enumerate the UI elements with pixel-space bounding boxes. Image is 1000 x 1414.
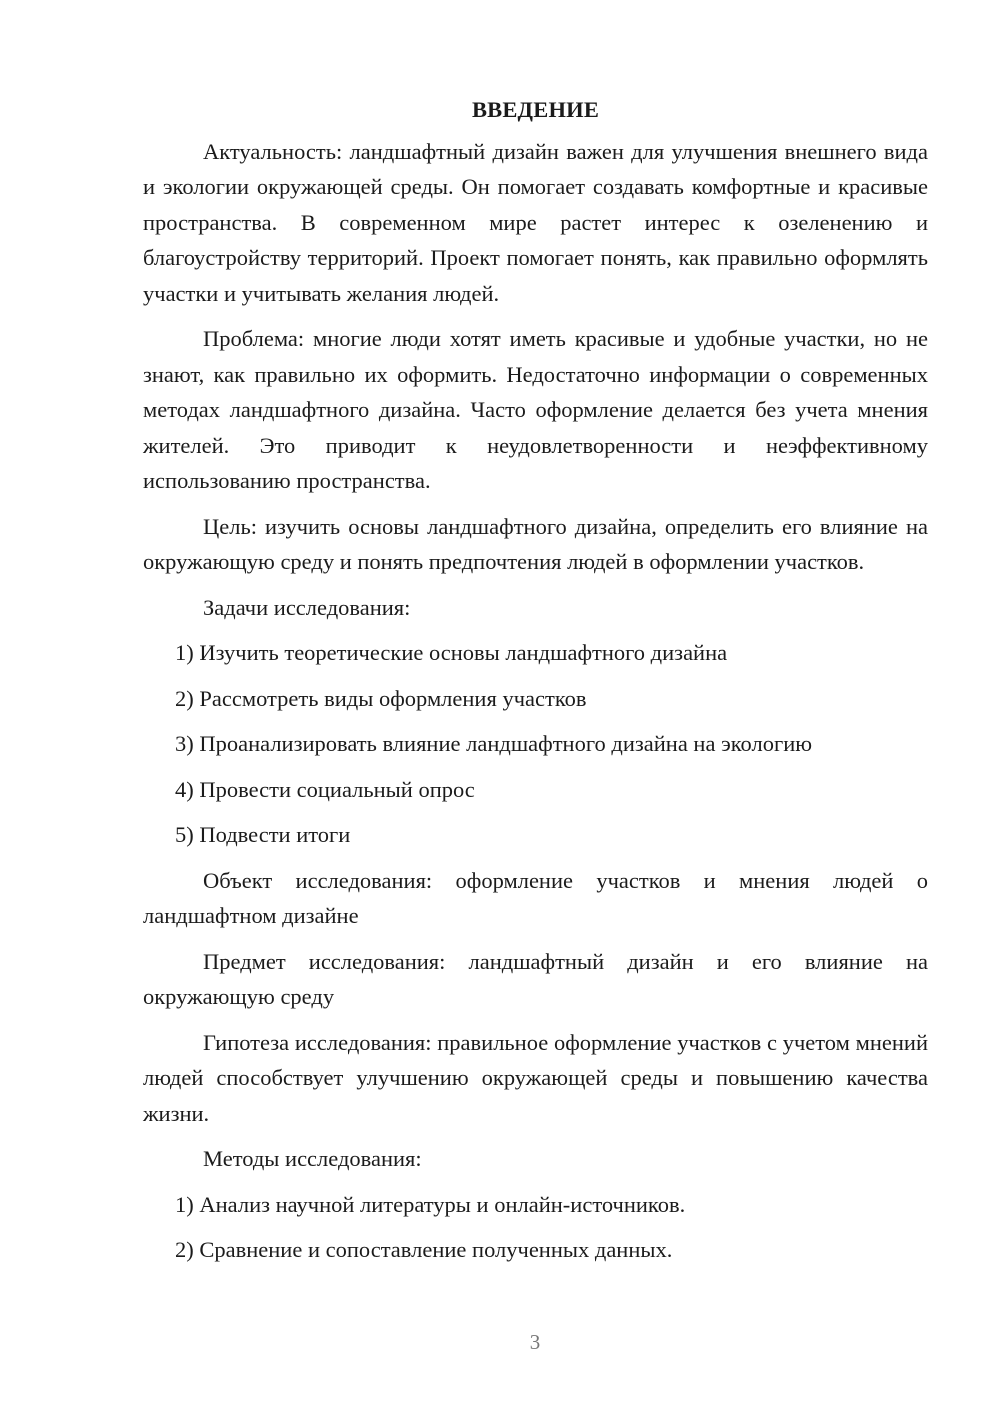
methods-heading: Методы исследования: xyxy=(203,1146,422,1171)
list-item: 2) Сравнение и сопоставление полученных данных. xyxy=(175,1237,673,1262)
page-number: 3 xyxy=(529,1330,541,1354)
subject-paragraph: Предмет исследования: ландшафтный дизайн и его влияние на окружающую среду xyxy=(143,948,928,1009)
page-content xyxy=(143,92,928,1278)
relevance-paragraph: Актуальность: ландшафтный дизайн важен для улучшения внешнего вида и экологии окружающей среды. Он помогает создавать комфортные и красивые пространства. В современном мире растет интерес к озеленению и благоустройству территорий. Проект помогает понять, как правильно оформлять участки и учитывать желания людей. xyxy=(143,138,928,306)
tasks-heading: Задачи исследования: xyxy=(203,594,411,620)
hypothesis-paragraph: Гипотеза исследования: правильное оформление участков с учетом мнений людей способствует улучшению окружающей среды и повышению качества жизни. xyxy=(143,1029,928,1126)
section-heading: ВВЕДЕНИЕ xyxy=(471,97,600,122)
list-item: 5) Подвести итоги xyxy=(175,822,351,847)
list-item: 3) Проанализировать влияние ландшафтного дизайна на экологию xyxy=(175,731,813,756)
list-item: 1) Анализ научной литературы и онлайн-источников. xyxy=(175,1191,686,1217)
list-item: 4) Провести социальный опрос xyxy=(175,776,475,802)
list-item: 2) Рассмотреть виды оформления участков xyxy=(175,685,587,711)
list-item: 1) Изучить теоретические основы ландшафтного дизайна xyxy=(175,640,728,665)
goal-paragraph: Цель: изучить основы ландшафтного дизайна, определить его влияние на окружающую среду и понять предпочтения людей в оформлении участков. xyxy=(143,513,928,574)
problem-paragraph: Проблема: многие люди хотят иметь красивые и удобные участки, но не знают, как правильно их оформить. Недостаточно информации о современных методах ландшафтного дизайна. Часто оформление делается без учета мнения жителей. Это приводит к неудовлетворенности и неэффективному использованию пространства. xyxy=(143,326,928,493)
tasks-list xyxy=(143,635,928,853)
object-paragraph: Объект исследования: оформление участков и мнения людей о ландшафтном дизайне xyxy=(143,867,928,928)
methods-list xyxy=(143,1187,928,1268)
